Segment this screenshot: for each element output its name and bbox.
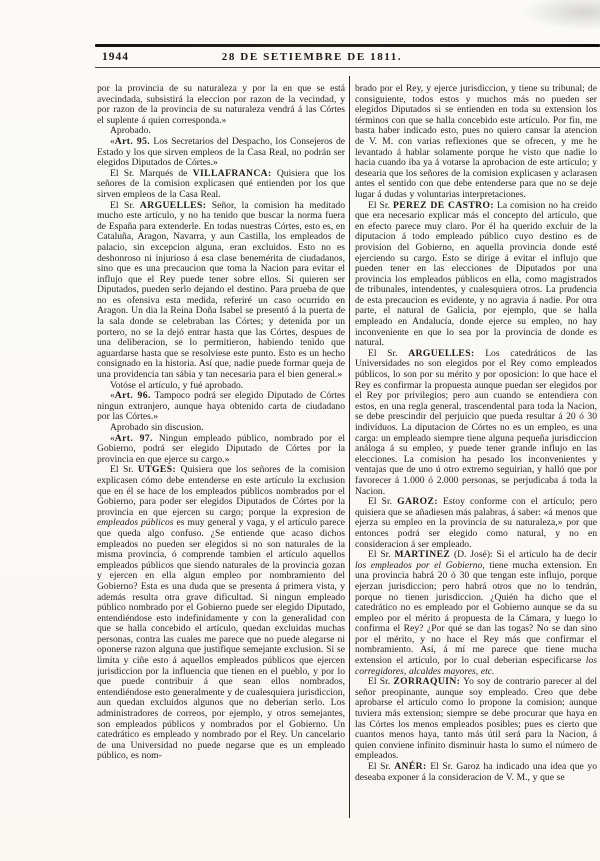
paragraph <box>355 762 597 783</box>
text-segment: El Sr. <box>110 464 138 476</box>
speaker-name: ARGUELLES: <box>408 347 475 359</box>
text-segment: Aprobado. <box>110 125 151 137</box>
column-divider <box>349 76 350 818</box>
text-segment: El Sr. <box>368 199 393 211</box>
text-segment: El Sr. <box>368 496 398 508</box>
speaker-name: ANÉR: <box>394 761 427 772</box>
text-segment: Los catedráticos de las Universidades no son elegidos por el Rey como empleados públicos, lo son por su mérito y por oposicion: lo que hace el Rey es confirmar la propuesta aunque puedan ser elegidos por el Rey por privilegios; pero aun cuando se entendiera con estos, en una regla general, trascendental para toda la Nacion, se debe prescindir del perjuicio que pueda resultar á 20 ó 30 indivíduos. La diputacion de Córtes no es un empleo, es una carga: un empleado siempre tiene alguna pequeña jurisdiccion análoga á su empleo, y puede tener grande influjo en las elecciones. La comision ha pesado los inconvenientes y ventajas que de uno ú otro extremo seguirian, y halló que por favorecer á 1.000 ó 2.000 personas, se perjudicaba á toda la Nacion. <box>355 347 597 497</box>
text-segment: Los Secretarios del Despacho, los Consejeros de Estado y los que sirven empleos de la Casa Real, no podrán ser elegidos Diputados de Córtes.» <box>97 135 345 169</box>
text-segment: los corregidores, alcaldes mayores, etc. <box>355 655 597 677</box>
speaker-name: Art. 96. <box>114 390 151 402</box>
text-segment: empleados públicos <box>97 517 174 529</box>
text-segment: El Sr. <box>368 347 409 359</box>
paragraph <box>97 201 345 381</box>
paragraph <box>355 349 597 497</box>
text-segment: El Sr. Marqués de <box>110 167 193 179</box>
paragraph <box>355 550 597 677</box>
right-column <box>355 84 597 829</box>
paragraph <box>355 201 597 349</box>
paragraph <box>355 677 597 762</box>
text-segment: los empleados por el Gobierno, <box>355 559 485 571</box>
text-segment: El Sr. Garoz ha indicado una idea que yo deseaba exponer á la consideracion de V. M., y que se <box>355 761 597 783</box>
date-heading: 28 DE SETIEMBRE DE 1811. <box>221 51 403 63</box>
paragraph <box>355 84 597 201</box>
text-segment: El Sr. <box>110 199 140 211</box>
text-segment: (D. José): Si el artículo ha de decir <box>450 549 597 561</box>
text-segment: tiene mucha extension. En una provincia habrá 20 ó 30 que tengan este influjo, porque ejerzan jurisdiccion; pero habrá otros que no lo tendrán, porque no tienen jurisdiccion. ¿Quién ha dicho que el catedrático no es empleado por el Gobierno aunque se da su empleo por el mérito á propuesta de la Cámara, y luego lo confirma el Rey? ¿Por qué se dan las togas? No se dan sino por el mérito, y no hace el Rey más que confirmar el nombramiento. Así, á mí me parece que tiene mucha extension el artículo, por lo cual deberian especificarse <box>355 559 597 667</box>
text-segment: Tampoco podrá ser elegido Diputado de Córtes ningun extranjero, aunque haya obtenido carta de ciudadano por las Córtes.» <box>97 390 345 423</box>
text-segment: brado por el Rey, y ejerce jurisdiccion, y tiene su tribunal; de consiguiente, todos estos y muchos más no pueden ser elegidos Diputados si se entienden en toda su extension los términos con que se halla concebido este artículo. Por fin, me basta haber indicado esto, pues no quiero cansar la atencion de V. M. con varias reflexiones que se ofrecen, y me he levantado á hablar solamente porque he visto que nadie lo hacia cuando iba ya á votarse la aprobacion de este artículo; y desearia que los señores de la comision explicasen y aclarasen antes el sentido con que debe entenderse para que no se deje lugar á dudas y voluntarias interpretaciones. <box>355 84 597 200</box>
text-segment: Quisiera que los señores de la comision explicasen cómo debe entenderse en este artículo la exclusion que en él se hace de los empleados públicos nombrados por el Gobierno, para poder ser elegidos Diputados de Córtes por la provincia en que ejercen su cargo; porque la expresion de <box>97 464 345 518</box>
page-header <box>95 50 600 65</box>
speaker-name: VILLAFRANCA: <box>192 167 272 179</box>
paragraph <box>97 84 345 126</box>
header-rule-top <box>95 44 600 47</box>
text-segment: Ningun empleado público, nombrado por el Gobierno, podrá ser elegido Diputado de Córtes por la provincia en que ejerce su cargo.» <box>97 432 345 465</box>
header-rule-bottom <box>95 67 600 68</box>
left-column <box>97 84 345 829</box>
paragraph <box>97 434 345 466</box>
paragraph <box>97 391 345 423</box>
paragraph <box>97 137 345 169</box>
text-segment: « <box>110 390 115 402</box>
speaker-name: Art. 97. <box>114 432 153 444</box>
text-segment: El Sr. <box>368 549 395 561</box>
speaker-name: PEREZ DE CASTRO: <box>392 199 494 211</box>
text-segment: « <box>110 135 115 147</box>
paragraph <box>97 465 345 762</box>
speaker-name: ARGUELLES: <box>139 199 207 211</box>
speaker-name: MARTINEZ <box>394 549 451 561</box>
text-segment: El Sr. <box>368 676 394 688</box>
speaker-name: Art. 95. <box>114 135 151 147</box>
text-segment: El Sr. <box>368 761 395 772</box>
text-segment: Señor, la comision ha meditado mucho este artículo, y no ha tenido que buscar la norma fuera de España para extenderle. En todas nuestras Córtes, esto es, en Cataluña, Aragon, Navarra, y aun Castilla, los empleados de palacio, sin excepcion alguna, eran excluidos. Esto no es deshonroso ni injurioso á esa clase benemérita de ciudadanos, sino que es una precaucion que toma la Nacion para evitar el influjo que el Rey puede tener sobre ellos. Si quieren ser Diputados, pueden serlo dejando el destino. Para prueba de que no es ofensiva esta medida, referiré un caso ocurrido en Aragon. Un dia la Reina Doña Isabel se presentó á la puerta de la sala donde se celebraban las Córtes; y detenida por un portero, no se la dejó entrar hasta que las Córtes, despues de una deliberacion, se lo permitieron, habiendo tenido que aguardarse hasta que se resolviese este punto. Esto es un hecho consignado en la historia. Así que, nadie puede formar queja de una providencia tan sábia y tan necesaria para el bien general.» <box>97 199 345 381</box>
text-segment: Yo soy de contrario parecer al del señor preopinante, aunque soy empleado. Creo que debe aprobarse el artículo como lo propone la comision; aunque tuviera más extension; siempre se debe procurar que haya en las Córtes los menos empleados posibles; pues es cierto que cuantos menos haya, tanto más útil será para la Nacion, á quien conviene infinito disminuir hasta lo sumo el número de empleados. <box>355 676 597 762</box>
speaker-name: UTGES: <box>137 464 177 476</box>
text-segment: por la provincia de su naturaleza y por la en que se está avecindada, subsistirá la eleccion por razon de la vecindad, y por razon de la provincia de su naturaleza vendrá á las Córtes el suplente á quien corresponda.» <box>97 84 345 126</box>
text-segment: Aprobado sin discusion. <box>110 422 204 433</box>
speaker-name: ZORRAQUIN: <box>393 676 461 688</box>
paragraph <box>97 169 345 201</box>
page-number: 1944 <box>102 51 129 63</box>
text-segment: Estoy conforme con el artículo; pero quisiera que se añadiesen más palabras, á saber: «á menos que ejerza su empleo en la provincia de su naturaleza,» por que entonces podrá ser elegido como natural, y no en consideracion á ser empleado. <box>355 496 597 550</box>
paragraph <box>355 497 597 550</box>
text-segment: Votóse el artículo, y fué aprobado. <box>110 379 244 391</box>
speaker-name: GAROZ: <box>397 496 438 508</box>
text-segment: La comision no ha creido que era necesario explicar más el concepto del artículo, que en efecto parece muy claro. Por él ha querido excluir de la diputacion á todo empleado público cuyo destino es de provision del Gobierno, en aquella provincia donde esté ejerciendo su cargo. Esto se dirige á evitar el influjo que pueden tener en las elecciones de Diputados por una provincia los empleados públicos en ella, como magistrados de tribunales, intendentes, y cualesquiera otros. La prudencia de esta precaucion es evidente, y no agravia á nadie. Por otra parte, el natural de Galicia, por ejemplo, que se halla empleado en Andalucía, donde ejerce su empleo, no hay inconveniente en que lo sea por la provincia de donde es natural. <box>355 199 597 349</box>
text-segment: Quisiera que los señores de la comision explicasen qué entienden por los que sirven empleos de la Casa Real. <box>97 167 345 200</box>
text-segment: « <box>110 432 115 444</box>
text-segment: es muy general y vaga, y el artículo parece que queda algo confuso. ¿Se entiende que acaso dichos empleados no pueden ser elegidos si no son naturales de la misma provincia, ó comprende tambien el artículo aquellos empleados públicos que siendo naturales de la provincia gozan y ejercen en ella algun empleo por nombramiento del Gobierno? Esta es una duda que se presenta á primera vista, y además resulta otra grave dificultad. Si ningun empleado público nombrado por el Gobierno puede ser elegido Diputado, entendiéndose esto indefinidamente y con la generalidad con que se halla concebido el artículo, quedan excluidas muchas personas, contra las cuales me parece que no puede alegarse ni oponerse razon alguna que justifique semejante exclusion. Si se limita y ciñe esto á aquellos empleados públicos que ejercen jurisdiccion por la influencia que tienen en el pueblo, y por lo que puede contribuir á que sean ellos nombrados, entendiéndose esto generalmente y de cualesquiera jurisdiccion, aun quedan excluidos algunos que no deberian serlo. Los administradores de correos, por ejemplo, y otros semejantes, son empleados públicos y nombrados por el Gobierno. Un catedrático es empleado y nombrado por el Rey. Un cancelario de una Universidad no puede negarse que es un empleado público, es nom- <box>97 517 345 762</box>
